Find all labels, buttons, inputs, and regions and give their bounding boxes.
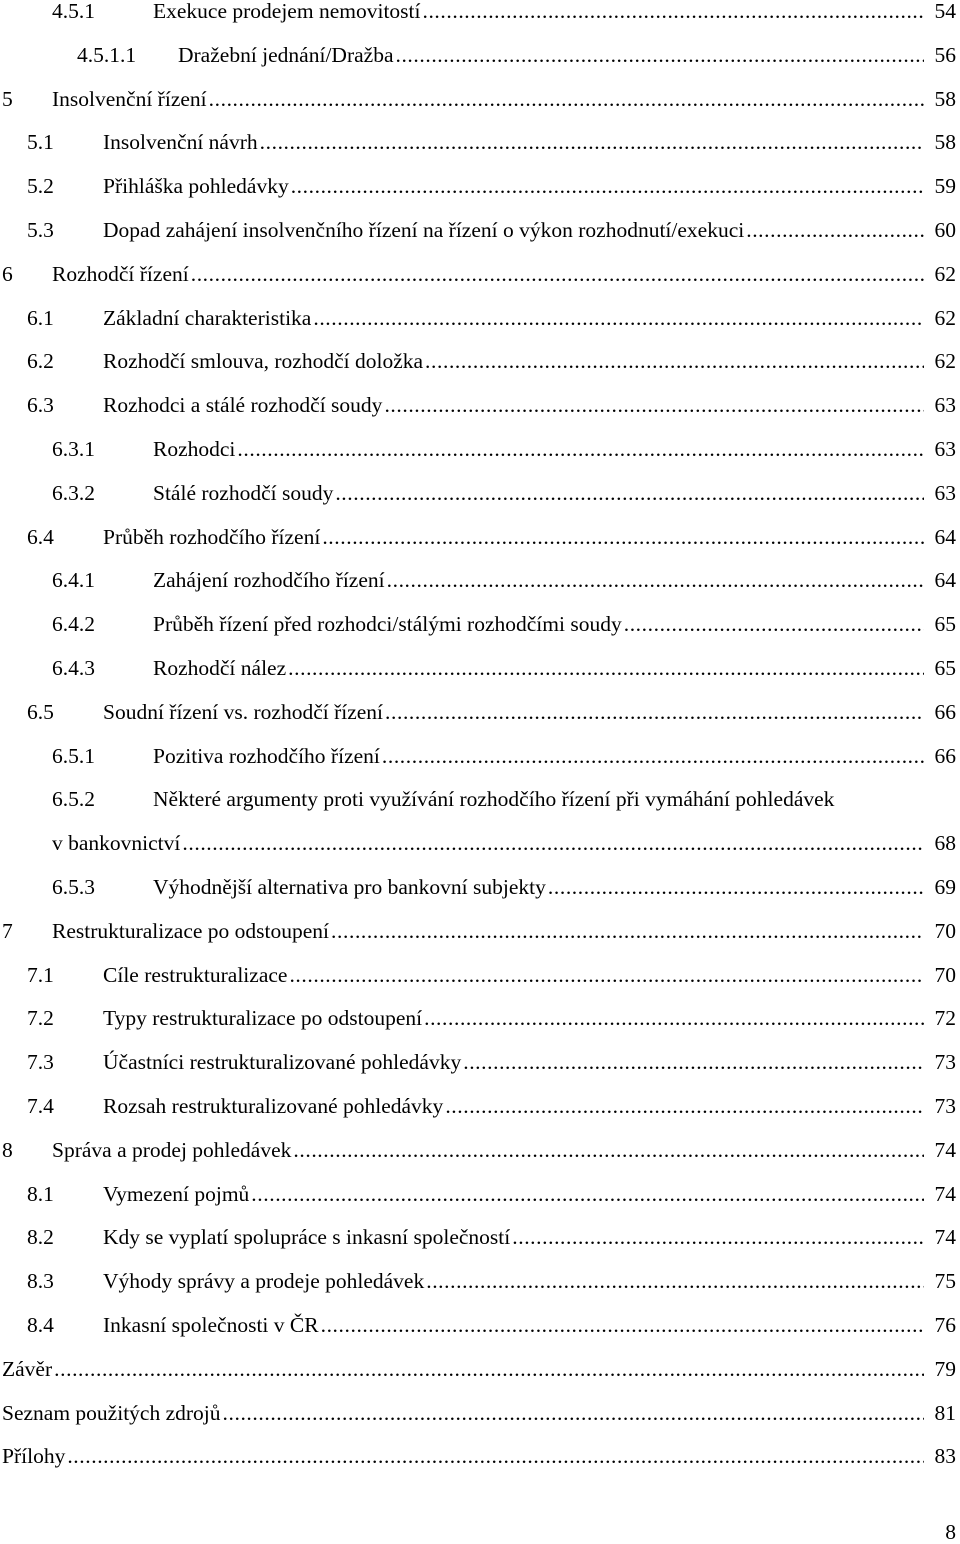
toc-entry-number: 6.4.3 — [52, 656, 95, 680]
toc-entry-number: 5 — [2, 86, 13, 111]
dot-leader — [422, 1, 924, 23]
toc-entry-number: 7.3 — [27, 1050, 54, 1075]
toc-entry-page: 69 — [934, 875, 956, 899]
toc-entry-title: Rozhodčí řízení — [52, 261, 189, 286]
toc-entry-title: Typy restrukturalizace po odstoupení — [103, 1006, 423, 1031]
dot-leader — [288, 658, 924, 680]
toc-entry-page: 63 — [934, 480, 956, 505]
toc-entry-number: 4.5.1.1 — [77, 42, 137, 67]
toc-entry[interactable] — [0, 1, 960, 31]
page-number: 8 — [945, 1520, 956, 1544]
toc-entry[interactable] — [0, 1181, 960, 1214]
toc-entry-page: 70 — [934, 962, 956, 987]
dot-leader — [251, 1184, 924, 1206]
toc-entry-number: 7.4 — [27, 1094, 54, 1118]
toc-entry-title: Závěr — [2, 1356, 53, 1381]
toc-entry-title: Výhody správy a prodeje pohledávek — [103, 1269, 425, 1294]
toc-entry-page: 63 — [934, 437, 956, 461]
toc-entry[interactable] — [0, 918, 960, 951]
toc-entry[interactable] — [0, 42, 960, 75]
toc-entry[interactable] — [0, 351, 960, 381]
dot-leader — [387, 570, 924, 592]
toc-entry-page: 62 — [934, 349, 956, 374]
toc-entry-number: 7 — [2, 918, 13, 943]
toc-entry-page: 72 — [934, 1006, 956, 1031]
toc-entry-page: 64 — [934, 524, 956, 549]
toc-entry[interactable] — [0, 1400, 960, 1433]
toc-entry-page: 62 — [934, 261, 956, 286]
toc-entry-page: 65 — [934, 612, 956, 637]
toc-entry-number: 5.1 — [27, 130, 54, 155]
toc-entry-number: 6.5.1 — [52, 743, 95, 768]
dot-leader — [54, 1359, 924, 1381]
dot-leader — [382, 746, 924, 768]
toc-entry-title: Dopad zahájení insolvenčního řízení na řízení o výkon rozhodnutí/exekuci — [103, 218, 745, 242]
toc-entry-title: Některé argumenty proti využívání rozhodčího řízení při vymáhání pohledávek — [153, 787, 835, 812]
dot-leader — [426, 1271, 924, 1293]
dot-leader — [384, 395, 924, 417]
toc-entry-page: 79 — [934, 1356, 956, 1381]
toc-entry-title: Rozsah restrukturalizované pohledávky — [103, 1094, 444, 1118]
toc-entry-title: Cíle restrukturalizace — [103, 962, 288, 987]
dot-leader — [223, 1403, 924, 1425]
toc-entry[interactable] — [0, 1052, 960, 1082]
toc-entry-number: 6.5.2 — [52, 787, 95, 812]
dot-leader — [321, 1315, 924, 1337]
dot-leader — [209, 89, 924, 111]
toc-entry-number: 6.3 — [27, 393, 54, 418]
dot-leader — [335, 483, 924, 505]
toc-entry-title: Průběh rozhodčího řízení — [103, 524, 321, 549]
toc-entry-title: Dražební jednání/Dražba — [178, 42, 394, 67]
toc-entry[interactable] — [0, 395, 960, 425]
toc-entry-page: 58 — [934, 86, 956, 111]
toc-entry-page: 54 — [934, 0, 956, 23]
toc-entry-title: Výhodnější alternativa pro bankovní subjekty — [153, 875, 546, 899]
toc-entry-title: Zahájení rozhodčího řízení — [153, 568, 385, 593]
toc-entry[interactable] — [0, 743, 960, 776]
toc-entry-title: Přílohy — [2, 1444, 66, 1469]
toc-entry-number: 6.4 — [27, 524, 54, 549]
dot-leader — [463, 1052, 924, 1074]
toc-entry-title: Rozhodčí nález — [153, 656, 287, 680]
toc-entry[interactable] — [0, 176, 960, 206]
toc-entry-title: Průběh řízení před rozhodci/stálými rozhodčími soudy — [153, 612, 622, 637]
toc-entry-page: 81 — [934, 1400, 956, 1425]
toc-entry-number: 5.2 — [27, 174, 54, 199]
toc-entry-page: 56 — [934, 42, 956, 67]
toc-entry-title: Kdy se vyplatí spolupráce s inkasní společností — [103, 1225, 511, 1250]
toc-entry-number: 8.3 — [27, 1269, 54, 1294]
toc-entry-page: 58 — [934, 130, 956, 155]
dot-leader — [313, 308, 924, 330]
toc-entry[interactable] — [0, 1096, 960, 1126]
toc-entry[interactable] — [0, 524, 960, 557]
toc-entry-title: Vymezení pojmů — [103, 1181, 250, 1206]
toc-entry[interactable] — [0, 1137, 960, 1170]
dot-leader — [445, 1096, 924, 1118]
toc-entry-title: Insolvenční řízení — [52, 86, 207, 111]
toc-entry-number: 8.1 — [27, 1181, 54, 1206]
dot-leader — [289, 965, 924, 987]
toc-entry[interactable] — [0, 261, 960, 294]
toc-entry[interactable] — [0, 86, 960, 119]
toc-entry-number: 6.5 — [27, 699, 54, 724]
dot-leader — [424, 1008, 924, 1030]
toc-entry-number: 8.4 — [27, 1313, 54, 1337]
toc-entry-page: 62 — [934, 305, 956, 330]
toc-entry[interactable] — [0, 1008, 960, 1038]
toc-entry[interactable] — [0, 132, 960, 162]
dot-leader — [260, 132, 924, 154]
toc-entry-page: 76 — [934, 1313, 956, 1337]
toc-entry-title: Základní charakteristika — [103, 305, 312, 330]
dot-leader — [746, 220, 924, 242]
dot-leader — [385, 702, 924, 724]
toc-entry-page: 74 — [934, 1137, 956, 1162]
toc-entry[interactable] — [0, 789, 960, 819]
toc-entry-page: 64 — [934, 568, 956, 593]
toc-entry-title: Inkasní společnosti v ČR — [103, 1313, 319, 1337]
dot-leader — [291, 176, 924, 198]
toc-entry-number: 6.3.1 — [52, 437, 95, 461]
toc-entry-page: 63 — [934, 393, 956, 418]
toc-entry-page: 70 — [934, 918, 956, 943]
toc-entry[interactable] — [0, 439, 960, 469]
toc-entry[interactable] — [0, 1271, 960, 1301]
toc-entry[interactable] — [0, 1315, 960, 1345]
toc-entry[interactable] — [0, 220, 960, 250]
dot-leader — [624, 614, 924, 636]
dot-leader — [331, 921, 924, 943]
toc-entry-page: 60 — [934, 218, 956, 242]
toc-entry-page: 83 — [934, 1444, 956, 1469]
toc-entry[interactable] — [0, 658, 960, 688]
toc-entry-page: 59 — [934, 174, 956, 199]
toc-entry-title: Restrukturalizace po odstoupení — [52, 918, 330, 943]
toc-entry-number: 6.5.3 — [52, 875, 95, 899]
toc-entry-title: Účastníci restrukturalizované pohledávky — [103, 1050, 462, 1075]
dot-leader — [182, 833, 924, 855]
dot-leader — [293, 1140, 924, 1162]
toc-entry-title: Exekuce prodejem nemovitostí — [153, 0, 421, 23]
toc-entry[interactable] — [0, 1356, 960, 1389]
toc-entry-title: Seznam použitých zdrojů — [2, 1400, 221, 1425]
toc-entry[interactable] — [0, 877, 960, 907]
toc-entry-number: 4.5.1 — [52, 0, 95, 23]
toc-entry-number: 6.4.2 — [52, 612, 95, 637]
toc-entry-title: Přihláška pohledávky — [103, 174, 289, 199]
toc-entry-title: Správa a prodej pohledávek — [52, 1137, 292, 1162]
toc-entry-page: 66 — [934, 743, 956, 768]
toc-entry-page: 75 — [934, 1269, 956, 1294]
toc-entry-title: Pozitiva rozhodčího řízení — [153, 743, 380, 768]
toc-entry[interactable] — [0, 570, 960, 600]
toc-entry-number: 8 — [2, 1137, 13, 1162]
toc-entry-title: v bankovnictví — [52, 831, 181, 856]
toc-entry-number: 6 — [2, 261, 13, 286]
dot-leader — [548, 877, 924, 899]
toc-entry-page: 68 — [934, 831, 956, 856]
toc-entry-title: Stálé rozhodčí soudy — [153, 480, 334, 505]
toc-entry-title: Insolvenční návrh — [103, 130, 258, 155]
toc-entry-page: 74 — [934, 1225, 956, 1250]
toc-entry[interactable] — [0, 1227, 960, 1257]
dot-leader — [512, 1227, 924, 1249]
toc-entry-number: 7.1 — [27, 962, 54, 987]
dot-leader — [425, 351, 924, 373]
toc-entry-page: 65 — [934, 656, 956, 680]
toc-entry[interactable] — [0, 480, 960, 513]
toc-entry-number: 6.3.2 — [52, 480, 95, 505]
toc-entry-title: Soudní řízení vs. rozhodčí řízení — [103, 699, 384, 724]
toc-entry-number: 8.2 — [27, 1225, 54, 1250]
toc-entry-page: 66 — [934, 699, 956, 724]
toc-entry-title: Rozhodčí smlouva, rozhodčí doložka — [103, 349, 424, 374]
toc-entry[interactable] — [0, 1446, 960, 1476]
toc-entry-page: 74 — [934, 1181, 956, 1206]
dot-leader — [395, 45, 924, 67]
toc-entry-page: 73 — [934, 1050, 956, 1075]
dot-leader — [67, 1446, 924, 1468]
toc-entry-number: 6.2 — [27, 349, 54, 374]
toc-entry[interactable] — [0, 833, 960, 863]
dot-leader — [237, 439, 924, 461]
toc-entry[interactable] — [0, 699, 960, 732]
toc-entry[interactable] — [0, 305, 960, 338]
toc-entry-number: 6.1 — [27, 305, 54, 330]
toc-entry-page: 73 — [934, 1094, 956, 1118]
toc-entry-title: Rozhodci — [153, 437, 236, 461]
toc-entry-number: 6.4.1 — [52, 568, 95, 593]
toc-entry-number: 5.3 — [27, 218, 54, 242]
dot-leader — [322, 527, 924, 549]
toc-entry-number: 7.2 — [27, 1006, 54, 1031]
toc-entry-title: Rozhodci a stálé rozhodčí soudy — [103, 393, 383, 418]
toc-entry[interactable] — [0, 962, 960, 995]
dot-leader — [191, 264, 924, 286]
toc-entry[interactable] — [0, 614, 960, 644]
